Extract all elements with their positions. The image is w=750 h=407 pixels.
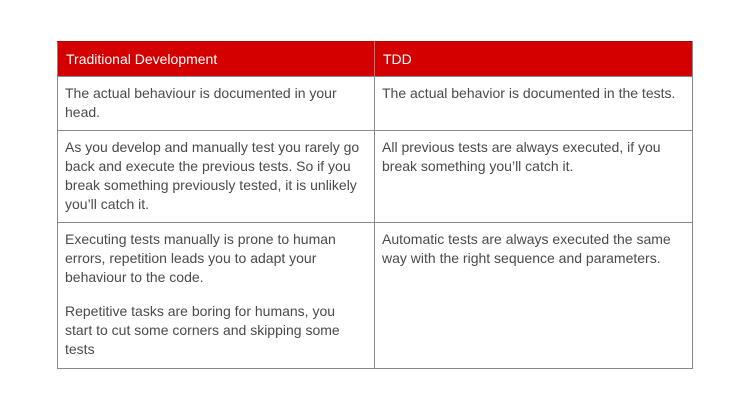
table-row [58,131,693,223]
table-row [58,77,693,131]
table-header [58,42,693,77]
table-body [58,77,693,369]
header-traditional-development: Traditional Development [58,42,375,77]
cell-traditional [58,131,375,223]
cell-text: The actual behaviour is documented in your head. [65,85,337,120]
cell-text: All previous tests are always executed, if you break something you’ll catch it. [382,139,661,174]
cell-text: Executing tests manually is prone to human errors, repetition leads you to adapt your behaviour to the code. [65,231,336,285]
cell-text: The actual behavior is documented in the tests. [382,85,676,101]
header-tdd: TDD [375,42,693,77]
cell-text: As you develop and manually test you rarely go back and execute the previous tests. So if you break something previously tested, it is unlikely you’ll catch it. [65,139,360,212]
cell-tdd [375,77,693,131]
table-row [58,223,693,369]
cell-tdd [375,131,693,223]
cell-text: Repetitive tasks are boring for humans, you start to cut some corners and skipping some tests [65,303,340,357]
cell-tdd [375,223,693,369]
header-row [58,42,693,77]
comparison-table [57,41,693,369]
cell-traditional [58,223,375,369]
cell-text: Automatic tests are always executed the same way with the right sequence and parameters. [382,231,671,266]
cell-traditional [58,77,375,131]
